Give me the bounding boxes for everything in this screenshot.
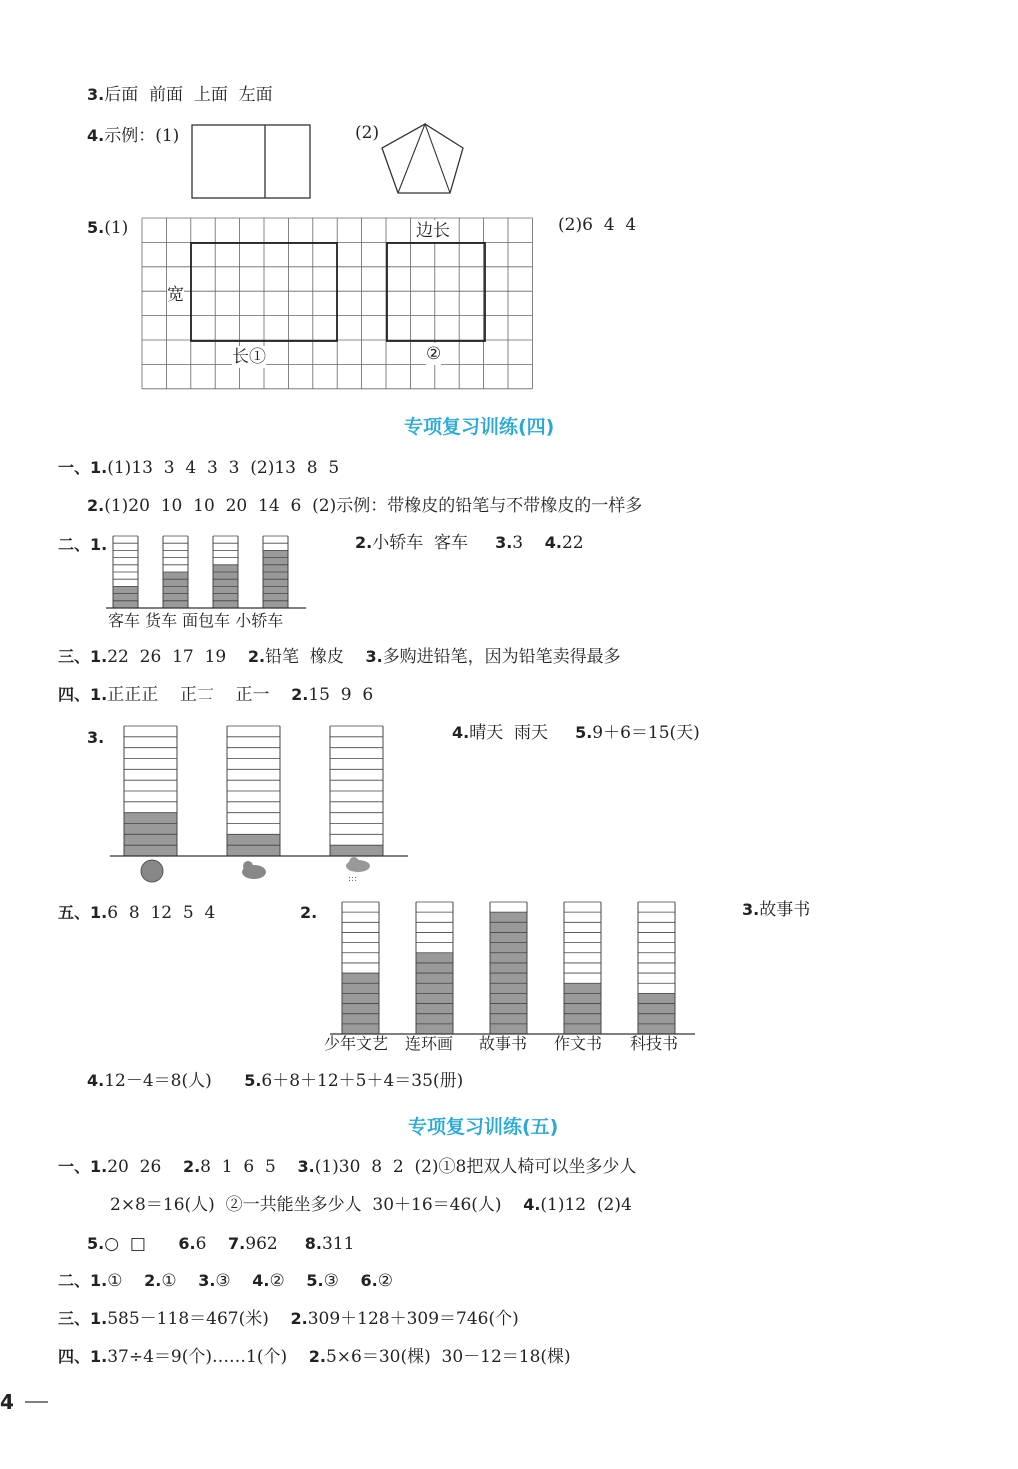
q5-square-2 [387,243,485,341]
section-4-title: 专项复习训练(四) [404,416,555,438]
bar-晴天 [124,726,177,856]
q5-line: 5.(1) [87,218,129,238]
q5-width-label: 宽 [167,285,184,305]
section-5-title: 专项复习训练(五) [408,1116,559,1138]
bar-fill [163,572,188,608]
q5-side-label: 边长 [416,221,450,241]
q5-label-2: ② [426,344,442,364]
sun-icon [141,860,163,882]
bar-雨天 [330,726,383,856]
s4-row5: 四、1.正正正 正𠄟 正一 2.15 9 6 [58,685,374,705]
s5-row6: 四、1.37÷4＝9(个)……1(个) 2.5×6＝30(棵) 30－12＝18(棵) [58,1347,571,1367]
chart-weather [110,726,408,856]
s5-row5: 三、1.585－118＝467(米) 2.309＋128＋309＝746(个) [58,1309,519,1329]
bar-fill [564,983,601,1034]
chart3-label: 故事书 [479,1034,528,1053]
q4-line: 4.示例：(1) [87,126,180,146]
bar-连环画 [416,902,453,1034]
q5-length-label: 长① [232,347,266,367]
s4-row3-prefix: 二、1. [58,535,108,554]
q4-rectangle [192,125,310,198]
bar-阴天 [227,726,280,856]
chart-books [330,902,695,1034]
bar-客车 [113,536,138,608]
rain-icon [346,857,370,884]
q5-answer2: (2)6 4 4 [558,215,637,235]
bar-小轿车 [263,536,288,608]
s5-row2: 2×8＝16(人) ②一共能坐多少人 30＋16＝46(人) 4.(1)12 (2)4 [110,1195,632,1215]
s4-row2: 2.(1)20 10 10 20 14 6 (2)示例：带橡皮的铅笔与不带橡皮的一样多 [87,496,643,516]
s4-row7-q3: 3.故事书 [742,900,811,920]
chart3-label: 少年文艺 [324,1034,389,1053]
s4-row4: 三、1.22 26 17 19 2.铅笔 橡皮 3.多购进铅笔，因为铅笔卖得最多 [58,647,621,667]
chart1-labels: 客车 货车 面包车 小轿车 [108,611,284,630]
bar-科技书 [638,902,675,1034]
s4-row1: 一、1.(1)13 3 4 3 3 (2)13 8 5 [58,458,340,478]
cloud-icon [242,861,266,879]
s4-row7-q2: 2. [300,903,318,922]
s5-row4: 二、1.① 2.① 3.③ 4.② 5.③ 6.② [58,1271,393,1291]
chart3-label: 科技书 [630,1034,679,1053]
s4-row6-answers: 4.晴天 雨天 5.9＋6＝15(天) [452,723,700,743]
bar-fill [330,845,383,856]
svg-text::::: ::: [348,874,358,884]
s4-row6-num: 3. [87,728,105,747]
page-number: 4 [0,1390,14,1414]
bar-面包车 [213,536,238,608]
s5-row3: 5.○ □ 6.6 7.962 8.311 [87,1234,355,1254]
s4-row7: 五、1.6 8 12 5 4 [58,903,216,923]
q4-part2-label: (2) [355,123,380,143]
chart3-label: 作文书 [554,1034,603,1053]
bar-fill [113,586,138,608]
chart-vehicles [106,536,306,608]
bar-货车 [163,536,188,608]
bar-作文书 [564,902,601,1034]
chart3-label: 连环画 [405,1034,454,1053]
s4-row8: 4.12－4＝8(人) 5.6＋8＋12＋5＋4＝35(册) [87,1071,464,1091]
bar-故事书 [490,902,527,1034]
bar-少年文艺 [342,902,379,1034]
q3-line: 3.后面 前面 上面 左面 [87,85,273,105]
q4-pentagon [382,124,463,193]
s5-row1: 一、1.20 26 2.8 1 6 5 3.(1)30 8 2 (2)①8把双人椅可以坐多少人 [58,1157,637,1177]
s4-row3-answers: 2.小轿车 客车 3.3 4.22 [355,533,584,553]
